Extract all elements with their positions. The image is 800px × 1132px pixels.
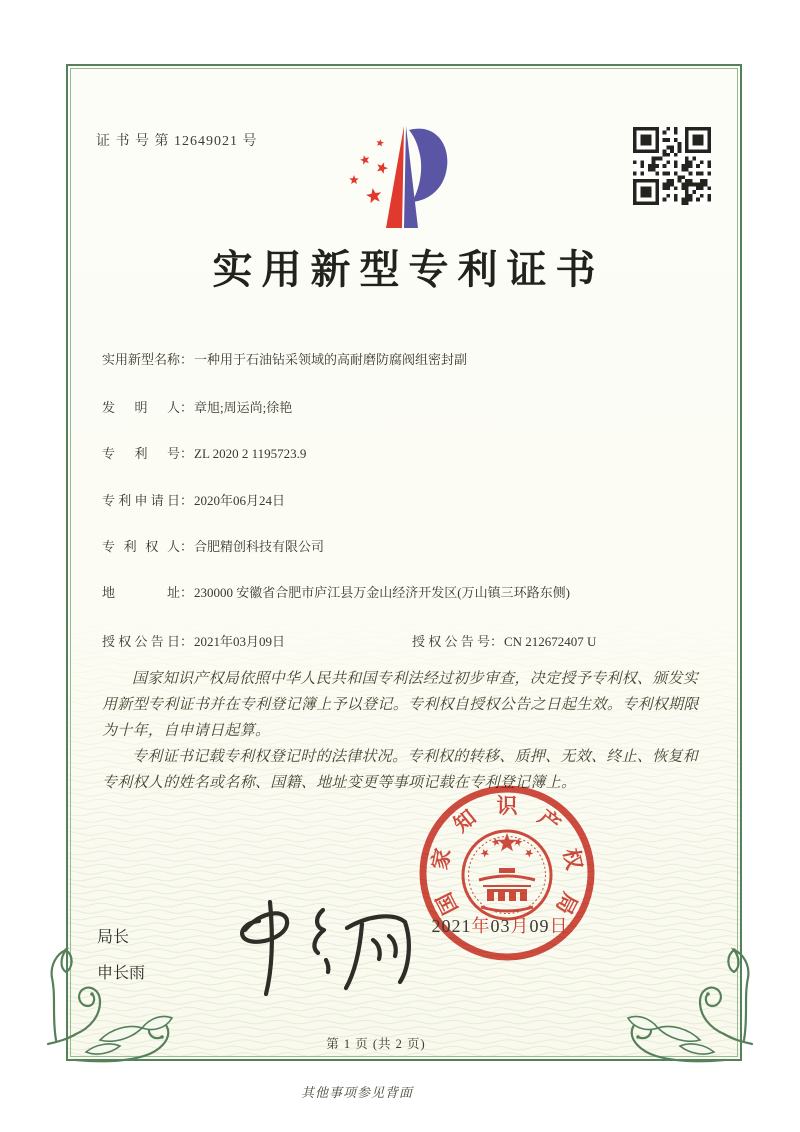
qr-module <box>707 194 711 198</box>
qr-module <box>666 194 670 198</box>
field-label: 专利号 <box>102 446 180 461</box>
qr-module <box>670 146 674 150</box>
qr-module <box>663 131 667 135</box>
seal-date <box>400 912 600 938</box>
qr-module <box>666 186 670 190</box>
qr-module <box>666 153 670 157</box>
qr-module <box>674 198 678 202</box>
qr-module <box>689 179 693 183</box>
logo-blue-bowl <box>409 129 447 202</box>
star-icon <box>492 838 500 847</box>
qr-module <box>678 149 682 153</box>
guilloche-line <box>68 832 740 836</box>
qr-module <box>655 164 659 168</box>
certificate-title: 实用新型专利证书 <box>212 247 605 292</box>
qr-module <box>681 201 685 205</box>
qr-module <box>700 183 704 187</box>
qr-module <box>689 164 693 168</box>
qr-module <box>696 198 700 202</box>
qr-module <box>700 179 704 183</box>
qr-module <box>700 172 704 176</box>
qr-module <box>640 160 644 164</box>
qr-module <box>689 172 693 176</box>
qr-module <box>678 179 682 183</box>
qr-module <box>663 172 667 176</box>
qr-module <box>666 127 670 131</box>
seal-date-part: 03 <box>490 916 511 936</box>
star-icon <box>349 175 359 184</box>
qr-module <box>666 172 670 176</box>
qr-module <box>707 186 711 190</box>
field-label: 专利权人 <box>102 539 180 554</box>
qr-module <box>692 134 703 145</box>
qr-module <box>681 198 685 202</box>
qr-module <box>640 134 651 145</box>
qr-module <box>663 149 667 153</box>
qr-module <box>666 160 670 164</box>
qr-module <box>633 172 637 176</box>
seal-arc-char: 知 <box>449 804 481 837</box>
qr-module <box>707 160 711 164</box>
qr-module <box>678 142 682 146</box>
guilloche-line <box>68 812 740 816</box>
qr-module <box>689 183 693 187</box>
qr-module <box>674 194 678 198</box>
qr-module <box>659 157 663 161</box>
qr-module <box>640 172 644 176</box>
qr-module <box>674 153 678 157</box>
qr-code <box>633 127 711 205</box>
qr-module <box>696 172 700 176</box>
qr-module <box>640 186 651 197</box>
guilloche-line <box>68 624 740 628</box>
seal-date-part: 年 <box>471 916 491 936</box>
qr-module <box>696 183 700 187</box>
qr-module <box>633 160 637 164</box>
back-note: 其他事项参见背面 <box>300 1085 413 1100</box>
qr-module <box>685 183 689 187</box>
qr-module <box>663 153 667 157</box>
guilloche-line <box>68 877 740 881</box>
qr-module <box>666 146 670 150</box>
qr-module <box>681 164 685 168</box>
qr-module <box>663 186 667 190</box>
field-label: 发明人 <box>102 400 180 415</box>
qr-module <box>685 201 689 205</box>
qr-module <box>674 138 678 142</box>
director-name: 申长雨 <box>97 963 146 982</box>
qr-module <box>670 149 674 153</box>
field-colon: ： <box>180 446 194 461</box>
qr-module <box>652 157 656 161</box>
star-icon <box>377 139 385 147</box>
qr-module <box>663 183 667 187</box>
field-label: 地址 <box>102 585 180 600</box>
field-row <box>102 347 720 372</box>
emblem-ribbon <box>481 907 533 911</box>
field-row <box>102 441 720 466</box>
director-title: 局长 <box>97 927 130 946</box>
qr-module <box>670 179 674 183</box>
qr-module <box>692 183 696 187</box>
page-number: 第 1 页 (共 2 页) <box>326 1037 426 1051</box>
cnipa-logo-icon <box>330 110 490 240</box>
grant-date-value: 2021年03月09日 <box>194 634 286 649</box>
qr-module <box>685 194 689 198</box>
guilloche-line <box>68 611 740 615</box>
qr-module <box>685 160 689 164</box>
emblem-roof <box>479 876 535 880</box>
qr-module <box>692 157 696 161</box>
star-icon <box>360 155 369 165</box>
qr-module <box>696 186 700 190</box>
field-row <box>102 488 720 513</box>
guilloche-line <box>68 871 740 875</box>
qr-module <box>685 164 689 168</box>
qr-module <box>685 190 689 194</box>
qr-module <box>681 168 685 172</box>
qr-module <box>674 172 678 176</box>
guilloche-line <box>68 617 740 621</box>
qr-module <box>707 164 711 168</box>
guilloche-line <box>68 799 740 803</box>
field-row <box>102 534 720 559</box>
grant-number-pair <box>412 629 596 654</box>
qr-module <box>670 183 674 187</box>
qr-module <box>652 168 656 172</box>
qr-module <box>681 175 685 179</box>
qr-module <box>689 198 693 202</box>
field-colon: ： <box>180 634 194 649</box>
field-value: 合肥精创科技有限公司 <box>194 539 325 554</box>
guilloche-line <box>68 845 740 849</box>
qr-module <box>674 160 678 164</box>
legal-paragraphs <box>102 666 712 796</box>
qr-module <box>689 160 693 164</box>
guilloche-line <box>68 858 740 862</box>
logo-stars <box>349 139 388 203</box>
star-icon <box>481 849 490 857</box>
qr-module <box>681 186 685 190</box>
qr-module <box>700 186 704 190</box>
field-colon: ： <box>180 539 194 554</box>
field-label: 实用新型名称 <box>102 352 181 367</box>
guilloche-line <box>68 819 740 823</box>
qr-module <box>652 164 656 168</box>
qr-module <box>707 172 711 176</box>
qr-module <box>681 183 685 187</box>
seal-arc-char: 识 <box>496 794 518 818</box>
legal-paragraph: 专利证书记载专利权登记时的法律状况。专利权的转移、质押、无效、终止、恢复和专利权人的姓名或名称、国籍、地址变更等事项记载在专利登记簿上。 <box>102 749 699 791</box>
qr-module <box>666 183 670 187</box>
field-value: 章旭;周运尚;徐艳 <box>194 400 293 415</box>
qr-module <box>685 186 689 190</box>
field-label: 授权公告日 <box>102 634 180 649</box>
guilloche-line <box>68 825 740 829</box>
qr-module <box>696 164 700 168</box>
qr-module <box>685 179 689 183</box>
field-colon: ： <box>490 634 504 649</box>
qr-module <box>700 194 704 198</box>
star-icon <box>514 838 522 847</box>
field-label: 授权公告号 <box>412 634 490 649</box>
qr-module <box>666 179 670 183</box>
guilloche-line <box>68 838 740 842</box>
qr-module <box>640 164 644 168</box>
qr-module <box>666 138 670 142</box>
field-row <box>102 580 720 605</box>
corner-flourish-icon <box>46 944 198 1066</box>
qr-module <box>674 131 678 135</box>
qr-module <box>689 194 693 198</box>
qr-module <box>704 179 708 183</box>
qr-module <box>692 190 696 194</box>
qr-module <box>663 198 667 202</box>
qr-module <box>674 127 678 131</box>
qr-module <box>700 160 704 164</box>
qr-module <box>655 157 659 161</box>
qr-module <box>663 164 667 168</box>
guilloche-line <box>68 864 740 868</box>
star-icon <box>498 833 517 851</box>
field-colon: ： <box>180 400 194 415</box>
seal-arc-char: 家 <box>427 846 456 872</box>
seal-date-part: 日 <box>549 916 569 936</box>
grant-row <box>102 629 720 654</box>
emblem-gate <box>487 868 527 901</box>
corner-flourish-icon <box>602 944 754 1066</box>
guilloche-line <box>68 806 740 810</box>
seal-date-part: 09 <box>529 916 550 936</box>
qr-module <box>685 157 689 161</box>
logo-red-wedge <box>386 126 404 228</box>
qr-module <box>685 198 689 202</box>
seal-arc-char: 局 <box>551 888 583 919</box>
field-value: 2020年06月24日 <box>194 493 286 508</box>
field-colon: ： <box>180 352 194 367</box>
qr-module <box>652 160 656 164</box>
legal-paragraph: 国家知识产权局依照中华人民共和国专利法经过初步审查，决定授予专利权、颁发实用新型专利证书并在专利登记簿上予以登记。专利权自授权公告之日起生效。专利权期限为十年，自申请日起算。 <box>102 671 699 739</box>
seal-date-part: 月 <box>510 916 530 936</box>
guilloche-line <box>68 884 740 888</box>
qr-module <box>655 172 659 176</box>
qr-module <box>674 164 678 168</box>
field-value: ZL 2020 2 1195723.9 <box>194 446 307 461</box>
qr-module <box>707 198 711 202</box>
qr-module <box>678 146 682 150</box>
seal-arc-char: 权 <box>558 846 587 872</box>
field-colon: ： <box>180 493 194 508</box>
guilloche-line <box>68 851 740 855</box>
star-icon <box>525 849 534 857</box>
seal-date-part: 2021 <box>431 916 472 936</box>
field-value: 一种用于石油钻采领域的高耐磨防腐阀组密封副 <box>194 352 468 367</box>
certificate-number: 证 书 号 第 12649021 号 <box>96 134 258 149</box>
qr-module <box>678 175 682 179</box>
star-icon <box>366 188 381 203</box>
guilloche-line <box>68 656 740 660</box>
seal-arc-char: 产 <box>533 804 565 837</box>
qr-module <box>685 168 689 172</box>
seal-arc-char: 国 <box>431 888 463 919</box>
qr-module <box>648 168 652 172</box>
qr-module <box>674 186 678 190</box>
field-value: 230000 安徽省合肥市庐江县万金山经济开发区(万山镇三环路东侧) <box>194 585 570 600</box>
field-colon: ： <box>180 585 194 600</box>
star-icon <box>377 162 388 173</box>
qr-module <box>648 164 652 168</box>
grant-number-value: CN 212672407 U <box>504 634 597 649</box>
field-label: 专利申请日 <box>102 493 180 508</box>
qr-module <box>663 138 667 142</box>
qr-module <box>704 183 708 187</box>
field-row <box>102 395 720 420</box>
